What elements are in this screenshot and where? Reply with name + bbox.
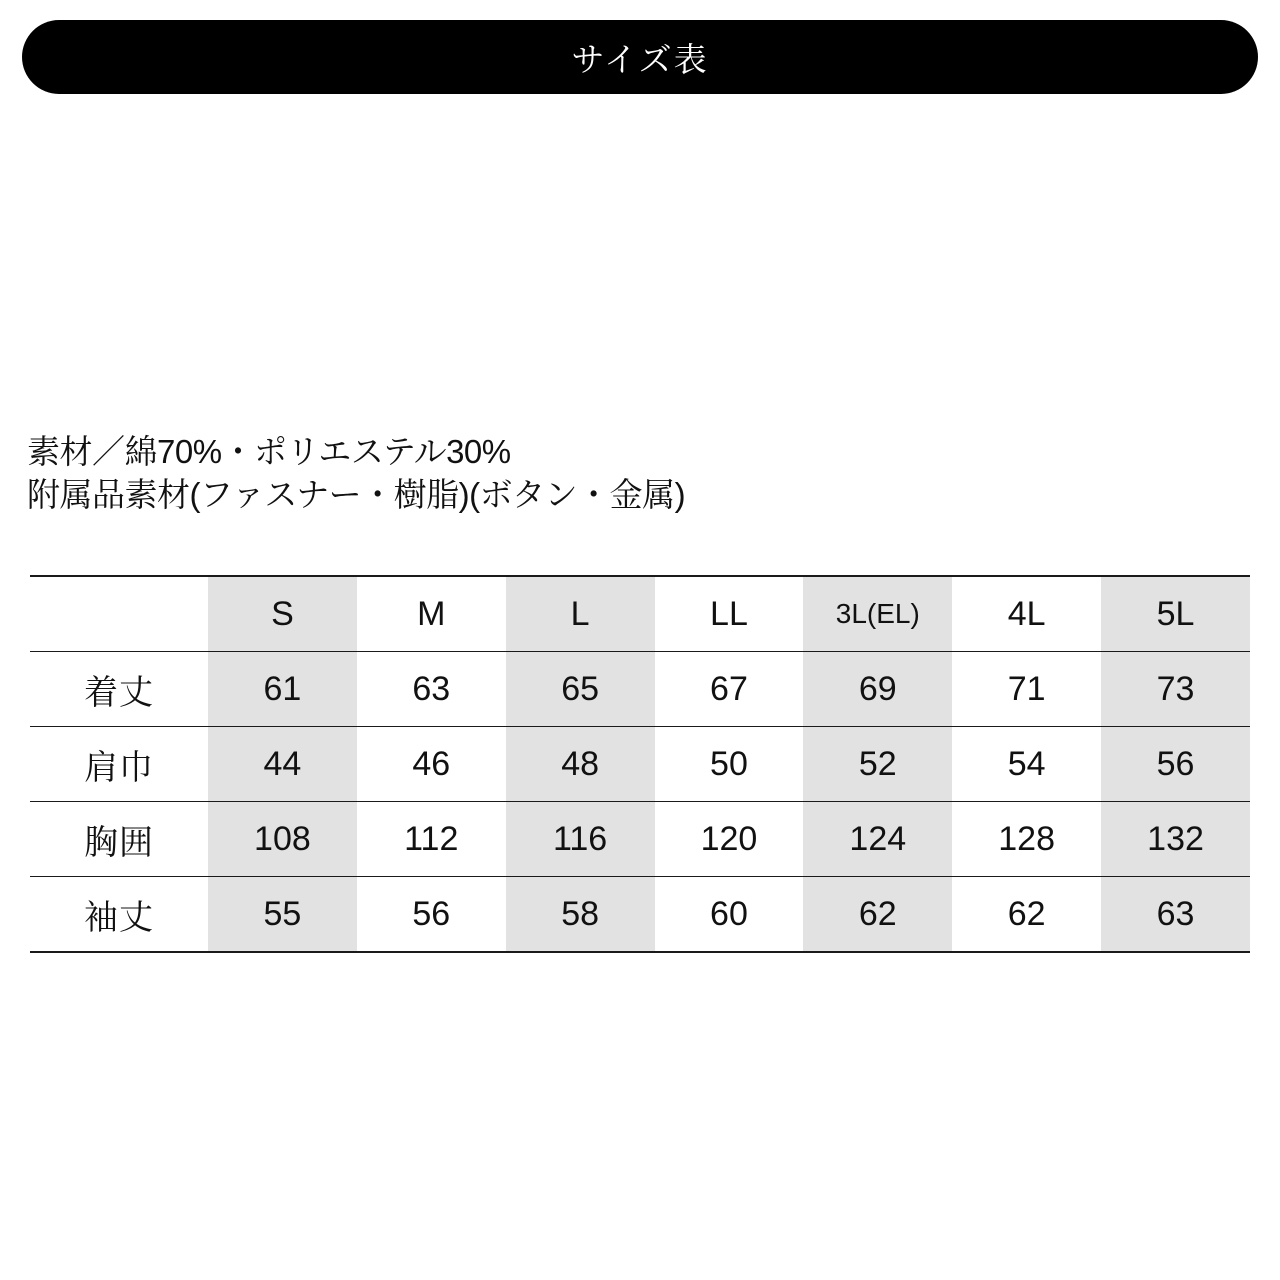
size-table [30, 575, 1250, 953]
cell-sodetake-ll: 60 [655, 877, 804, 953]
cell-kyoui-m: 112 [357, 802, 506, 877]
cell-kitake-m: 63 [357, 652, 506, 727]
cell-sodetake-4l: 62 [952, 877, 1101, 953]
cell-kyoui-3l: 124 [803, 802, 952, 877]
row-label-kyoui: 胸囲 [30, 802, 208, 877]
cell-sodetake-s: 55 [208, 877, 357, 953]
cell-katahaba-m: 46 [357, 727, 506, 802]
table-row [30, 802, 1250, 877]
table-header-5l: 5L [1101, 576, 1250, 652]
cell-katahaba-s: 44 [208, 727, 357, 802]
table-row [30, 877, 1250, 953]
table-header-3l: 3L(EL) [803, 576, 952, 652]
cell-katahaba-5l: 56 [1101, 727, 1250, 802]
size-table-container [30, 575, 1250, 953]
cell-kyoui-ll: 120 [655, 802, 804, 877]
cell-kitake-ll: 67 [655, 652, 804, 727]
table-row [30, 727, 1250, 802]
cell-kyoui-5l: 132 [1101, 802, 1250, 877]
cell-katahaba-l: 48 [506, 727, 655, 802]
cell-sodetake-l: 58 [506, 877, 655, 953]
cell-katahaba-3l: 52 [803, 727, 952, 802]
table-row [30, 652, 1250, 727]
cell-katahaba-4l: 54 [952, 727, 1101, 802]
cell-kitake-l: 65 [506, 652, 655, 727]
table-header-4l: 4L [952, 576, 1101, 652]
cell-kitake-s: 61 [208, 652, 357, 727]
cell-katahaba-ll: 50 [655, 727, 804, 802]
table-header-row [30, 576, 1250, 652]
row-label-katahaba: 肩巾 [30, 727, 208, 802]
cell-sodetake-5l: 63 [1101, 877, 1250, 953]
accessory-material-line: 附属品素材(ファスナー・樹脂)(ボタン・金属) [27, 476, 686, 513]
cell-kitake-5l: 73 [1101, 652, 1250, 727]
table-header-s: S [208, 576, 357, 652]
cell-sodetake-3l: 62 [803, 877, 952, 953]
cell-kitake-3l: 69 [803, 652, 952, 727]
material-composition-line: 素材／綿70%・ポリエステル30% [27, 433, 511, 470]
cell-sodetake-m: 56 [357, 877, 506, 953]
material-info [27, 430, 1247, 516]
cell-kyoui-s: 108 [208, 802, 357, 877]
cell-kyoui-l: 116 [506, 802, 655, 877]
table-corner-cell [30, 576, 208, 652]
row-label-sodetake: 袖丈 [30, 877, 208, 953]
cell-kitake-4l: 71 [952, 652, 1101, 727]
row-label-kitake: 着丈 [30, 652, 208, 727]
table-header-ll: LL [655, 576, 804, 652]
table-header-l: L [506, 576, 655, 652]
table-header-m: M [357, 576, 506, 652]
cell-kyoui-4l: 128 [952, 802, 1101, 877]
size-chart-title-banner [22, 20, 1258, 94]
page-title: サイズ表 [571, 40, 709, 78]
